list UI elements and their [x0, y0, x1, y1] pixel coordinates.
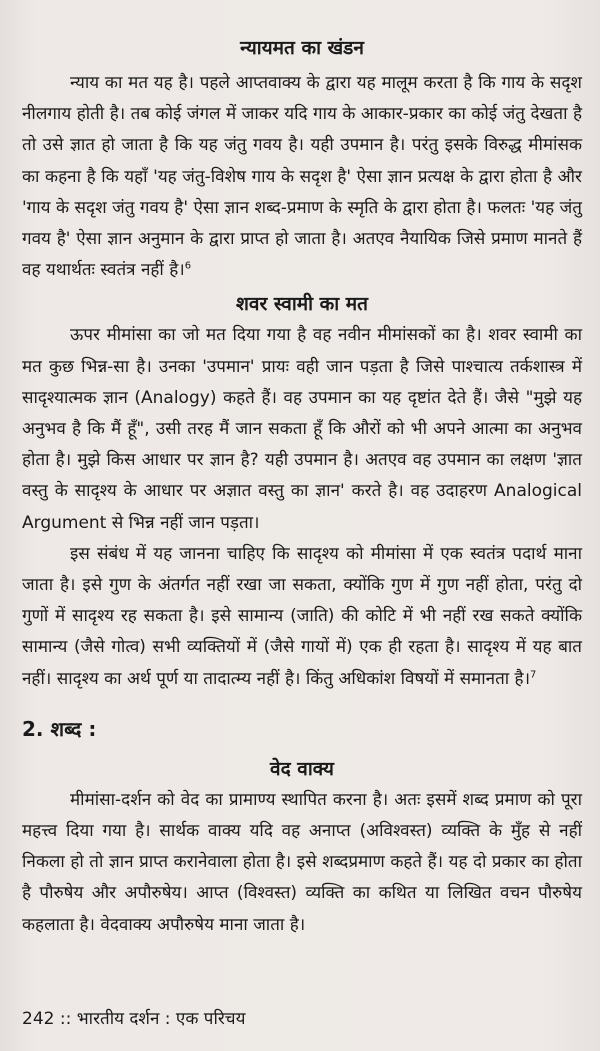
section-heading-nyaya: न्यायमत का खंडन	[240, 37, 364, 59]
footnote-mark-6: 6	[184, 260, 192, 272]
section-heading-shabda: 2. शब्द :	[22, 716, 97, 741]
paragraph-shavar-1: ऊपर मीमांसा का जो मत दिया गया है वह नवीन मीमांसकों का है। शवर स्वामी का मत कुछ भिन्न-सा है। उनका 'उपमान' प्रायः वही जान पड़ता है जिसे पाश्चात्य तर्कशास्त्र में सादृश्यात्मक ज्ञान (Analogy) कहते हैं। वह उपमान का यह दृष्टांत देते हैं। जैसे "मुझे यह अनुभव है कि मैं हूँ", उसी तरह मैं जान सकता हूँ कि औरों को भी अपने आत्मा का अनुभव होता है। मुझे किस आधार पर ज्ञान है? यही उपमान है। अतएव वह उपमान का लक्षण 'ज्ञात वस्तु के सादृश्य के आधार पर अज्ञात वस्तु का ज्ञान' करते है। वह उदाहरण Analogical Argument से भिन्न नहीं जान पड़ता।	[22, 325, 582, 533]
section-heading-shavar: शवर स्वामी का मत	[236, 293, 368, 316]
paragraph-nyaya-text: न्याय का मत यह है। पहले आप्तवाक्य के द्वारा यह मालूम करता है कि गाय के सदृश नीलगाय होती है। तब कोई जंगल में जाकर यदि गाय के आकार-प्रकार का कोई जंतु देखता है तो उसे ज्ञात हो जाता है कि यह जंतु गवय है। यही उपमान है। परंतु इसके विरुद्ध मीमांसक का कहना है कि यहाँ 'यह जंतु-विशेष गाय के सदृश है' ऐसा ज्ञान प्रत्यक्ष के द्वारा होता है और 'गाय के सदृश जंतु गवय है' ऐसा ज्ञान शब्द-प्रमाण के स्मृति के द्वारा होता है। फलतः 'यह जंतु गवय है' ऐसा ज्ञान अनुमान के द्वारा प्राप्त हो जाता है। अतएव नैयायिक जिसे प्रमाण मानते हैं वह यथार्थतः स्वतंत्र नहीं है।	[22, 73, 582, 281]
paragraph-shavar-2-text: इस संबंध में यह जानना चाहिए कि सादृश्य को मीमांसा में एक स्वतंत्र पदार्थ माना जाता है। इसे गुण के अंतर्गत नहीं रखा जा सकता, क्योंकि गुण में गुण नहीं होता, परंतु दो गुणों में सादृश्य रह सकता है। इसे सामान्य (जाति) की कोटि में भी नहीं रख सकते क्योंकि सामान्य (जैसे गोत्व) सभी व्यक्तियों में (जैसे गायों में) एक ही रहता है। सादृश्य में यह बात नहीं। सादृश्य का अर्थ पूर्ण या तादात्म्य नहीं है। किंतु अधिकांश विषयों में समानता है।	[22, 543, 582, 689]
paragraph-shavar-2	[22, 539, 582, 695]
page-footer: 242 :: भारतीय दर्शन : एक परिचय	[22, 1009, 246, 1029]
footnote-mark-7: 7	[530, 669, 537, 680]
subheading-veda-vakya: वेद वाक्य	[270, 757, 334, 780]
paragraph-nyaya	[22, 68, 582, 286]
paragraph-veda: मीमांसा-दर्शन को वेद का प्रामाण्य स्थापित करना है। अतः इसमें शब्द प्रमाण को पूरा महत्त्व दिया गया है। सार्थक वाक्य यदि वह अनाप्त (अविश्वस्त) व्यक्ति के मुँह से नहीं निकला हो तो ज्ञान प्राप्त करानेवाला होता है। इसे शब्दप्रमाण कहते हैं। यह दो प्रकार का होता है पौरुषेय और अपौरुषेय। आप्त (विश्वस्त) व्यक्ति का कथित या लिखित वचन पौरुषेय कहलाता है। वेदवाक्य अपौरुषेय माना जाता है।	[22, 789, 582, 935]
